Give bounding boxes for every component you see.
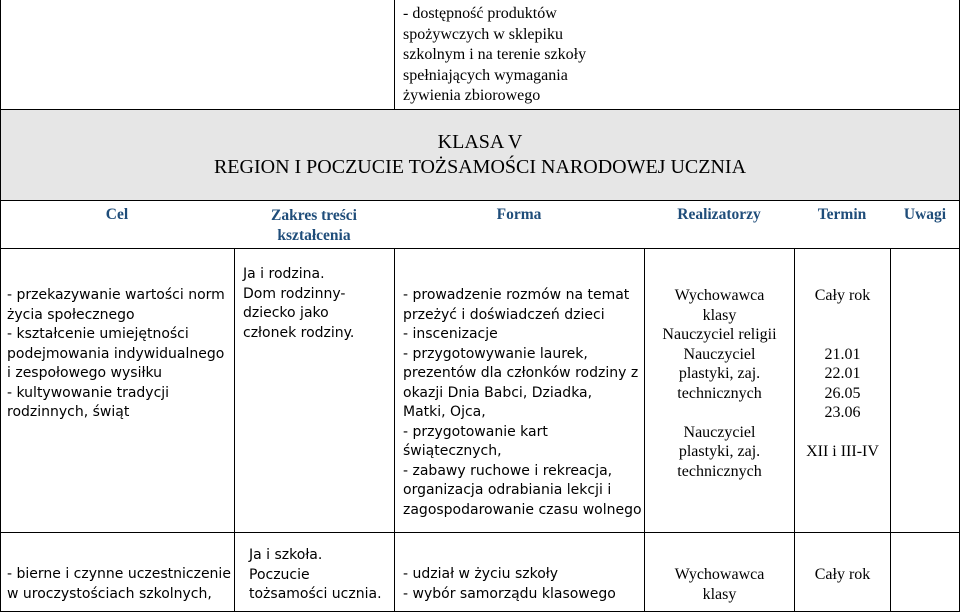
row2-cel-text: - bierne i czynne uczestniczenie w uroczystościach szkolnych,	[7, 566, 231, 602]
row1-cel-text: - przekazywanie wartości norm życia społecznego - kształcenie umiejętności podejmowania indywidualnego i zespołowego wysiłku - kultywowanie tradycji rodzinnych, świąt	[7, 287, 225, 420]
row2-cel-cell	[0, 532, 235, 612]
row1-zakres-text: Ja i rodzina. Dom rodzinny- dziecko jako członek rodziny.	[243, 266, 355, 341]
row2-zakres-cell	[234, 532, 395, 612]
header-termin: Termin	[817, 206, 867, 223]
row2-realizatorzy-cell	[644, 532, 795, 612]
row2-uwagi-cell	[890, 532, 960, 612]
header-zakres: Zakres treści kształcenia	[271, 207, 357, 244]
row2-forma-cell	[394, 532, 645, 612]
top-note: - dostępność produktów spożywczych w sklepiku szkolnym i na terenie szkoły spełniających wymagania żywienia zbiorowego	[403, 5, 587, 104]
row1-uwagi-cell	[890, 248, 960, 533]
row1-termin-cell	[794, 248, 891, 533]
row2-termin-cell	[794, 532, 891, 612]
row1-realizatorzy-cell	[644, 248, 795, 533]
row2-zakres-text: Ja i szkoła. Poczucie tożsamości ucznia.	[249, 547, 382, 602]
row1-zakres-cell	[234, 248, 395, 533]
header-realizatorzy: Realizatorzy	[677, 206, 761, 223]
row2-realizatorzy-text: Wychowawca klasy	[674, 566, 765, 603]
prev-row-empty-cell	[0, 0, 395, 110]
prev-row-cell	[394, 0, 960, 110]
section-title-cell	[0, 109, 960, 201]
header-cel: Cel	[105, 206, 129, 223]
row1-forma-text: - prowadzenie rozmów na temat przeżyć i doświadczeń dzieci - inscenizacje - przygotowywanie laurek, prezentów dla członków rodziny z okazji Dnia Babci, Dziadka, Matki, Ojca, - przygotowanie kart świątecznych, - zabawy ruchowe i rekreacja, organizacja odrabiania lekcji i zagospodarowanie czasu wolnego	[403, 287, 642, 518]
row2-forma-text: - udział w życiu szkoły - wybór samorządu klasowego	[403, 566, 616, 602]
row1-cel-cell	[0, 248, 235, 533]
header-forma: Forma	[496, 206, 542, 223]
row1-termin-text: Cały rok 21.01 22.01 26.05 23.06 XII i III-IV	[806, 287, 879, 460]
section-title-line1: KLASA V	[437, 131, 523, 153]
row1-forma-cell	[394, 248, 645, 533]
row1-realizatorzy-text: Wychowawca klasy Nauczyciel religii Nauczyciel plastyki, zaj. technicznych Nauczyciel plastyki, zaj. technicznych	[662, 287, 777, 480]
header-uwagi: Uwagi	[903, 206, 947, 223]
row2-termin-text: Cały rok	[814, 566, 871, 583]
section-title-line2: REGION I POCZUCIE TOŻSAMOŚCI NARODOWEJ UCZNIA	[213, 156, 747, 178]
